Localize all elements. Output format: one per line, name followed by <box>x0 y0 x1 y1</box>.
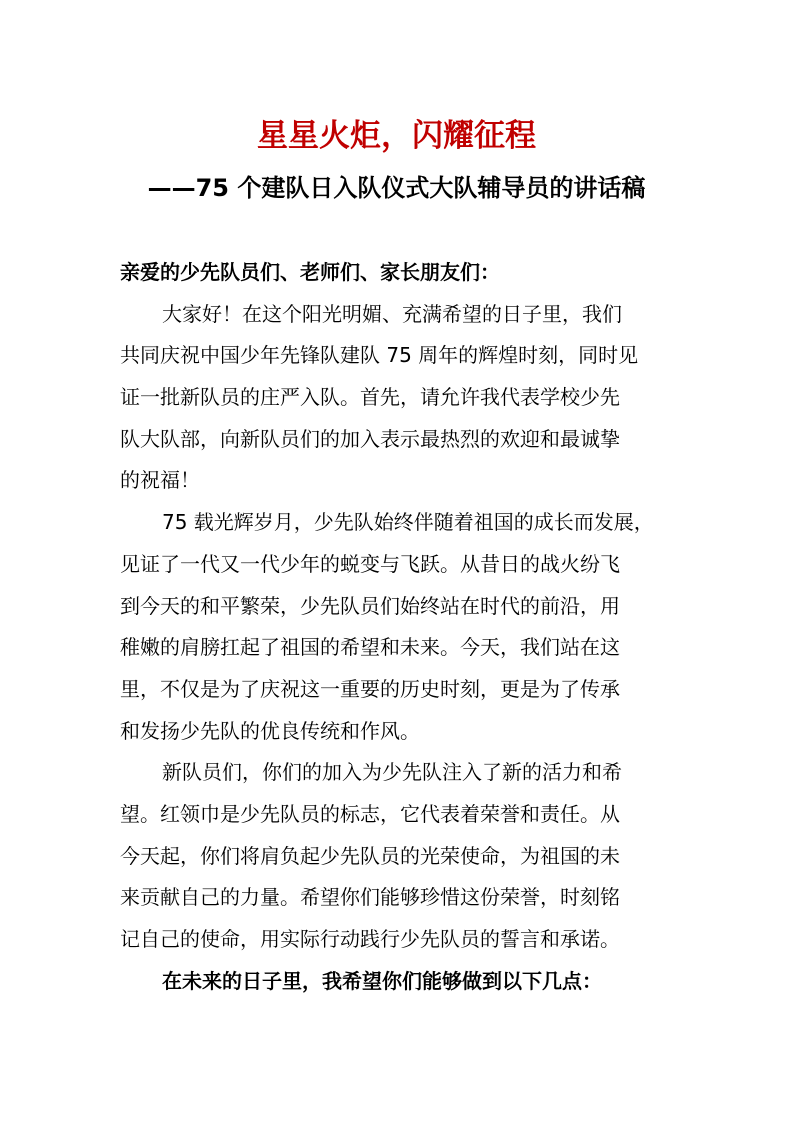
document-subtitle: ——75 个建队日入队仪式大队辅导员的讲话稿 <box>147 174 646 202</box>
paragraph-line: 到今天的和平繁荣，少先队员们始终站在时代的前沿，用 <box>120 593 620 618</box>
document-title: 星星火炬，闪耀征程 <box>257 118 536 154</box>
paragraph-3 <box>120 752 680 960</box>
paragraph-line: 今天起，你们将肩负起少先队员的光荣使命，为祖国的未 <box>120 843 620 868</box>
paragraph-1 <box>120 294 680 502</box>
document-body <box>120 252 680 1002</box>
paragraph-2 <box>120 502 680 752</box>
paragraph-line: 和发扬少先队的优良传统和作风。 <box>120 718 420 743</box>
paragraph-line: 望。红领巾是少先队员的标志，它代表着荣誉和责任。从 <box>120 801 620 826</box>
paragraph-line: 共同庆祝中国少年先锋队建队 75 周年的辉煌时刻，同时见 <box>120 343 639 368</box>
paragraph-line: 大家好！在这个阳光明媚、充满希望的日子里，我们 <box>162 301 622 326</box>
paragraph-line: 稚嫩的肩膀扛起了祖国的希望和未来。今天，我们站在这 <box>120 635 620 660</box>
paragraph-line: 75 载光辉岁月，少先队始终伴随着祖国的成长而发展， <box>162 510 654 535</box>
paragraph-line: 新队员们，你们的加入为少先队注入了新的活力和希 <box>162 760 622 785</box>
greeting: 亲爱的少先队员们、老师们、家长朋友们： <box>120 260 500 284</box>
paragraph-line: 记自己的使命，用实际行动践行少先队员的誓言和承诺。 <box>120 927 620 951</box>
paragraph-line: 的祝福！ <box>120 468 200 493</box>
paragraph-line: 见证了一代又一代少年的蜕变与飞跃。从昔日的战火纷飞 <box>120 551 620 576</box>
paragraph-line: 证一批新队员的庄严入队。首先，请允许我代表学校少先 <box>120 385 620 410</box>
paragraph-line: 队大队部，向新队员们的加入表示最热烈的欢迎和最诚挚 <box>120 426 620 451</box>
paragraph-line: 来贡献自己的力量。希望你们能够珍惜这份荣誉，时刻铭 <box>120 885 620 910</box>
paragraph-line: 里，不仅是为了庆祝这一重要的历史时刻，更是为了传承 <box>120 676 620 701</box>
closing-heading: 在未来的日子里，我希望你们能够做到以下几点： <box>162 968 602 993</box>
